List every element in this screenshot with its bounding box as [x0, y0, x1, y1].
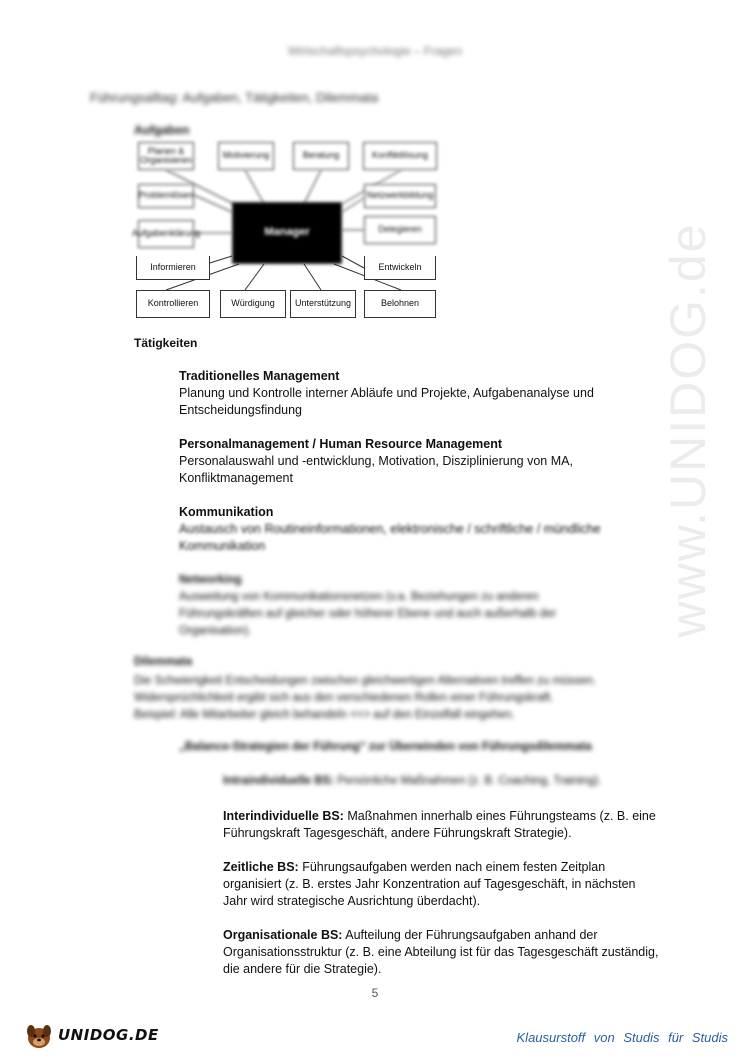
activity-title: Networking — [179, 574, 242, 586]
unidog-logo — [22, 1018, 159, 1054]
dog-icon — [22, 1018, 58, 1054]
dilemmata-heading: Dilemmata — [134, 656, 193, 668]
aufgaben-label: Aufgaben — [134, 123, 190, 137]
diagram-box-entwickeln: Entwickeln — [364, 256, 436, 280]
activity-item — [179, 368, 629, 419]
strategy-item — [223, 808, 663, 842]
strategy-title: Intraindividuelle BS: — [223, 775, 335, 787]
strategy-item — [223, 773, 663, 790]
section-title: Führungsalltag: Aufgaben, Tätigkeiten, Dilemmata — [90, 90, 379, 105]
logo-text: UNIDOG.DE — [58, 1026, 159, 1044]
strategy-text: Persönliche Maßnahmen (z. B. Coaching, Training). — [334, 775, 602, 787]
dilemmata-text — [134, 673, 654, 724]
diagram-box-delegieren: Delegieren — [364, 216, 436, 244]
diagram-box-planen: Planen & Organisieren — [138, 142, 194, 170]
strategy-title: Interindividuelle BS: — [223, 809, 344, 823]
diagram-box-konfliktloesung: Konfliktlösung — [363, 142, 437, 170]
diagram-box-problemloesen: Problemlösen — [138, 184, 194, 208]
diagram-box-beratung: Beratung — [293, 142, 349, 170]
activity-item — [179, 504, 629, 555]
activity-title: Kommunikation — [179, 505, 274, 519]
strategy-item — [223, 927, 663, 978]
activity-title: Traditionelles Management — [179, 369, 340, 383]
strategy-text: Führungsaufgaben werden nach einem festen Zeitplan organisiert (z. B. erstes Jahr Konzentration auf Tagesgeschäft, in nächsten Jahr wird strategische Ausrichtung überdacht). — [223, 860, 636, 908]
activity-item — [179, 572, 609, 640]
footer-slogan: Klausurstoff von Studis für Studis — [516, 1030, 728, 1045]
dilemmata-line: Beispiel: Alle Mitarbeiter gleich behandeln <=> auf den Einzelfall eingehen. — [134, 709, 515, 721]
activity-item — [179, 436, 629, 487]
diagram-box-unterstuetzung: Unterstützung — [290, 290, 356, 318]
strategy-text: Aufteilung der Führungsaufgaben anhand der Organisationsstruktur (z. B. eine Abteilung ist für das Tagesgeschäft zuständig, die andere für die Strategie). — [223, 928, 659, 976]
diagram-box-manager: Manager — [232, 202, 342, 264]
activity-title: Personalmanagement / Human Resource Management — [179, 437, 503, 451]
strategy-item — [223, 859, 663, 910]
activity-text: Austausch von Routineinformationen, elektronische / schriftliche / mündliche Kommunikation — [179, 522, 601, 553]
manager-tasks-diagram — [131, 140, 444, 322]
diagram-box-belohnen: Belohnen — [364, 290, 436, 318]
activity-text: Personalauswahl und -entwicklung, Motivation, Disziplinierung von MA, Konfliktmanagement — [179, 454, 573, 485]
activity-text: Ausweitung von Kommunikationsnetzen (v.a. Beziehungen zu anderen Führungskräften auf gleicher oder höherer Ebene und auch außerhalb der Organisation). — [179, 591, 557, 637]
page-header: Wirtschaftspsychologie – Fragen — [287, 44, 463, 58]
activity-text: Planung und Kontrolle interner Abläufe und Projekte, Aufgabenanalyse und Entscheidungsfindung — [179, 386, 594, 417]
diagram-box-motivierung: Motivierung — [218, 142, 274, 170]
diagram-box-informieren: Informieren — [136, 256, 210, 280]
dilemmata-line: Die Schwierigkeit Entscheidungen zwischen gleichwertigen Alternativen treffen zu müssen. — [134, 675, 596, 687]
diagram-box-wuerdigung: Würdigung — [220, 290, 286, 318]
balance-strategies-heading: „Balance-Strategien der Führung“ zur Überwinden von Führungsdilemmata — [179, 741, 592, 753]
strategy-title: Organisationale BS: — [223, 928, 343, 942]
taetigkeiten-heading: Tätigkeiten — [134, 336, 198, 350]
strategy-title: Zeitliche BS: — [223, 860, 299, 874]
diagram-box-kontrollieren: Kontrollieren — [136, 290, 210, 318]
page-number: 5 — [371, 986, 379, 1000]
strategy-text: Maßnahmen innerhalb eines Führungsteams (z. B. eine Führungskraft Tagesgeschäft, andere Führungskraft Strategie). — [223, 809, 656, 840]
diagram-box-aufgabenklaerung: Aufgabenklärung — [138, 220, 194, 248]
diagram-box-netzwerkbildung: Netzwerkbildung — [364, 184, 436, 208]
dilemmata-line: Widersprüchlichkeit ergibt sich aus den verschiedenen Rollen einer Führungskraft. — [134, 692, 554, 704]
